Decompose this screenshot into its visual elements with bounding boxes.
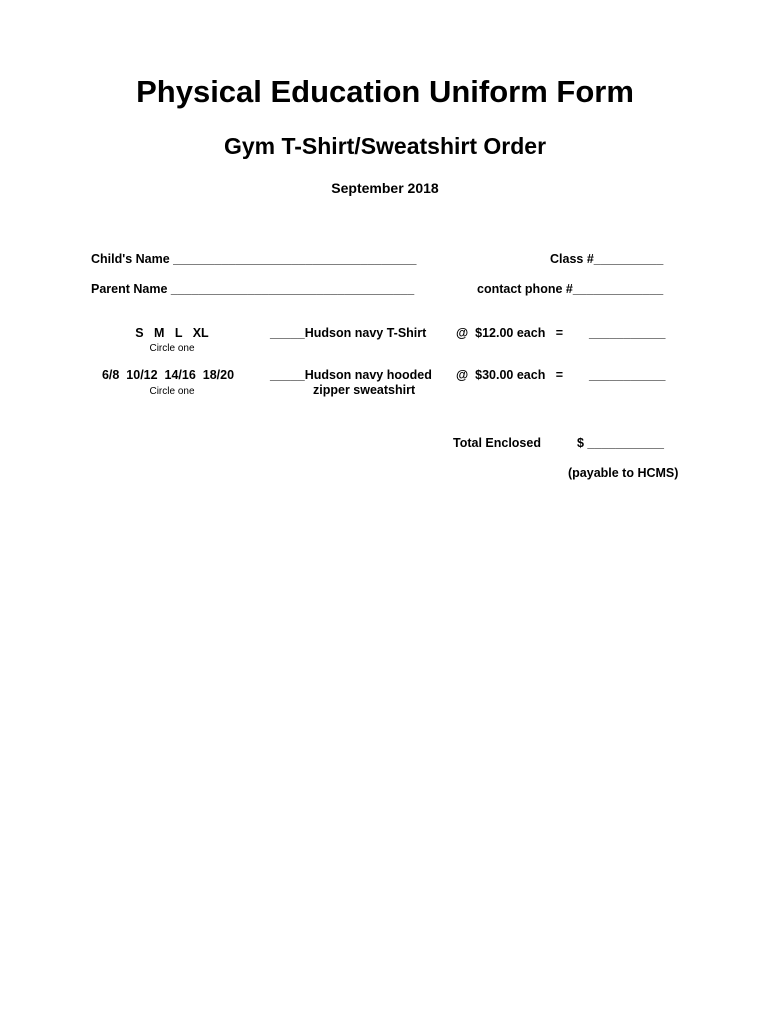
sweatshirt-quantity-field[interactable]: _____Hudson navy hooded	[270, 368, 432, 382]
sweatshirt-description-line2: zipper sweatshirt	[313, 383, 416, 397]
child-name-field[interactable]: Child's Name ___________________________________	[91, 252, 417, 266]
sweatshirt-price: @ $30.00 each =	[456, 368, 564, 382]
form-date: September 2018	[331, 180, 439, 196]
form-subtitle: Gym T-Shirt/Sweatshirt Order	[223, 133, 547, 159]
sweatshirt-sizes-note: Circle one	[149, 386, 195, 397]
class-number-field[interactable]: Class #__________	[550, 252, 664, 266]
form-title: Physical Education Uniform Form	[136, 74, 634, 109]
total-enclosed-field[interactable]: $ ___________	[577, 436, 664, 450]
payable-note: (payable to HCMS)	[568, 466, 679, 480]
tshirt-sizes[interactable]: S M L XL	[135, 326, 209, 340]
tshirt-sizes-note: Circle one	[149, 343, 195, 354]
contact-phone-field[interactable]: contact phone #_____________	[477, 282, 664, 296]
sweatshirt-sizes[interactable]: 6/8 10/12 14/16 18/20	[101, 368, 235, 382]
sweatshirt-total-field[interactable]: ___________	[589, 368, 666, 382]
tshirt-quantity-field[interactable]: _____Hudson navy T-Shirt	[270, 326, 427, 340]
tshirt-total-field[interactable]: ___________	[589, 326, 666, 340]
parent-name-field[interactable]: Parent Name ___________________________________	[91, 282, 415, 296]
tshirt-price: @ $12.00 each =	[456, 326, 564, 340]
total-enclosed-label: Total Enclosed	[453, 436, 541, 450]
